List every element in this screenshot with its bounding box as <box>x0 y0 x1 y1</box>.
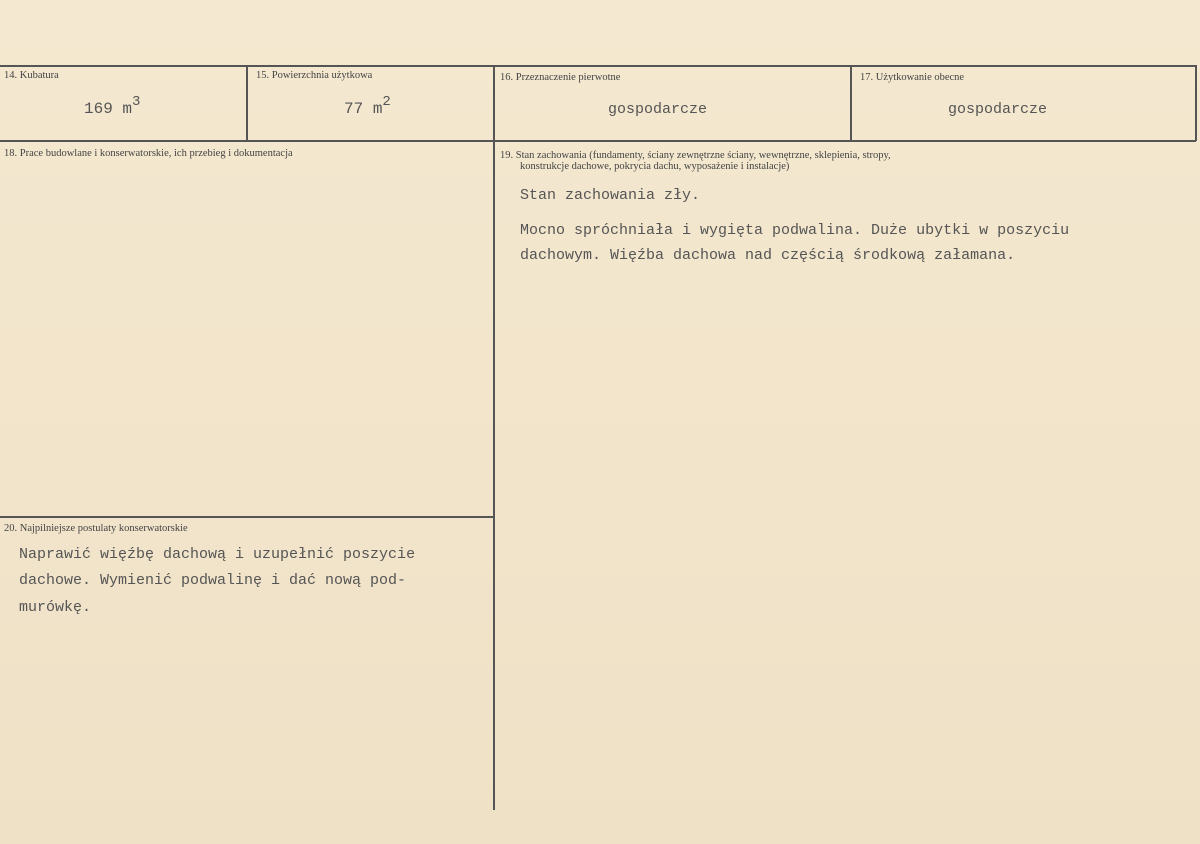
field-17-label: 17. Użytkowanie obecne <box>860 72 965 83</box>
field-15-label: 15. Powierzchnia użytkowa <box>256 70 373 81</box>
section-18-20-divider <box>0 516 493 518</box>
field-15-exponent: 2 <box>382 94 391 110</box>
field-16-value: gospodarcze <box>608 101 708 118</box>
field-15-number: 77 <box>344 100 364 118</box>
col-divider-main <box>493 65 495 810</box>
field-18-label: 18. Prace budowlane i konserwatorskie, ich przebieg i dokumentacja <box>4 148 293 159</box>
field-19-text-line1: Stan zachowania zły. <box>520 187 701 204</box>
field-15-unit: m <box>372 100 383 118</box>
field-19-text-line2: Mocno spróchniała i wygięta podwalina. Duże ubytki w poszyciu <box>520 222 1070 239</box>
field-17-value: gospodarcze <box>948 101 1048 118</box>
field-19-text-line3: dachowym. Więźba dachowa nad częścią środkową załamana. <box>520 247 1016 264</box>
field-19-label-line2: konstrukcje dachowe, pokrycia dachu, wyposażenie i instalacje) <box>520 161 790 172</box>
field-14-value <box>84 94 141 118</box>
field-14-exponent: 3 <box>132 94 141 110</box>
field-20-text-line3: murówkę. <box>19 599 92 616</box>
field-15-value <box>344 94 391 118</box>
field-20-text-line2: dachowe. Wymienić podwalinę i dać nową pod- <box>19 572 407 589</box>
field-14-unit: m <box>122 100 133 118</box>
top-border-line <box>0 65 1196 67</box>
field-14-label: 14. Kubatura <box>4 70 59 81</box>
field-19-label-line1: 19. Stan zachowania (fundamenty, ściany zewnętrzne ściany, wewnętrzne, sklepienia, stropy, <box>500 150 891 161</box>
col-divider-16-17 <box>850 65 852 141</box>
field-20-label: 20. Najpilniejsze postulaty konserwatorskie <box>4 523 188 534</box>
field-20-text-line1: Naprawić więźbę dachową i uzupełnić poszycie <box>19 546 416 563</box>
field-14-number: 169 <box>84 100 113 118</box>
col-divider-14-15 <box>246 65 248 141</box>
row-divider-line <box>0 140 1196 142</box>
field-16-label: 16. Przeznaczenie pierwotne <box>500 72 621 83</box>
right-border-line <box>1195 65 1197 141</box>
